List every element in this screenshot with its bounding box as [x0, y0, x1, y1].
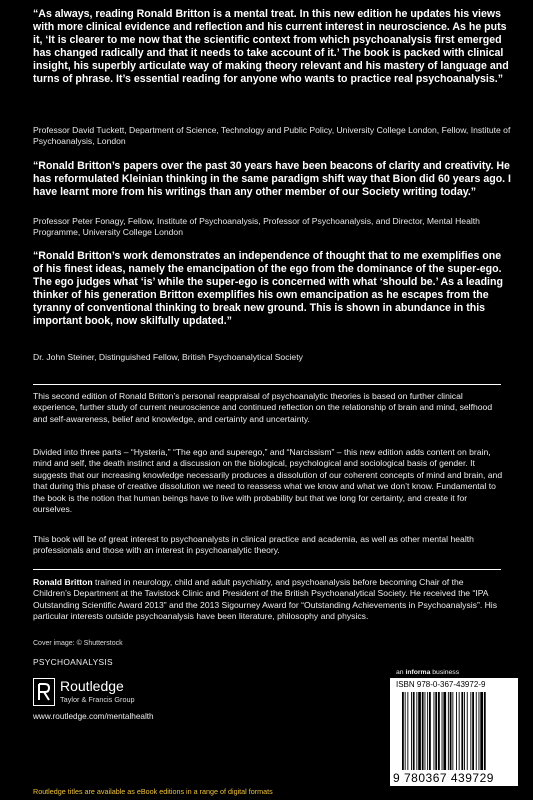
- review-attribution-1: Professor David Tuckett, Department of Science, Technology and Public Policy, University College London, Fellow, Institute of Psychoanalysis, London: [33, 125, 511, 147]
- cover-credit: Cover image: © Shutterstock: [33, 640, 123, 647]
- routledge-logo-icon: [33, 678, 55, 706]
- informa-prefix: an: [396, 669, 406, 676]
- review-quote-3: “Ronald Britton’s work demonstrates an independence of thought that to me exemplifies one of his finest ideas, namely the emancipation of the ego from the dominance of the super-ego. The ego judges what ‘is’ while the super-ego is concerned with what ‘should be.’ As a leading thinker of his generation Britton exemplifies his own emancipation as he escapes from the tyranny of conventional thinking to break new ground. This is shown in abundance in this important book, now skilfully updated.”: [33, 250, 503, 328]
- isbn-digits: 9 780367 439729: [393, 771, 494, 785]
- ebook-note: Routledge titles are available as eBook editions in a range of digital formats: [33, 787, 273, 796]
- informa-word: informa: [405, 669, 431, 676]
- publisher-url[interactable]: www.routledge.com/mentalhealth: [33, 712, 154, 721]
- review-attribution-2: Professor Peter Fonagy, Fellow, Institute of Psychoanalysis, Professor of Psychoanalysis, and Director, Mental Health Programme, University College London: [33, 216, 480, 238]
- review-attribution-3: Dr. John Steiner, Distinguished Fellow, British Psychoanalytical Society: [33, 352, 303, 362]
- publisher-name: Routledge: [60, 678, 124, 694]
- description-paragraph-1: This second edition of Ronald Britton’s personal reappraisal of psychoanalytic theories is based on further clinical experience, further study of current neuroscience and continued reflection on the relationship of brain and mind, selfhood and self-awareness, belief and knowledge, and certainty and uncertainty.: [33, 391, 493, 424]
- publisher-group: Taylor & Francis Group: [60, 695, 135, 704]
- divider-bottom: [33, 569, 501, 570]
- subject-category: PSYCHOANALYSIS: [33, 657, 113, 667]
- description-paragraph-2: Divided into three parts – “Hysteria,” “The ego and superego,” and “Narcissism” – this new edition adds content on brain, mind and self, the death instinct and a discussion on the biological, psychological and sociological basis of gender. It suggests that our increasing knowledge necessarily produces a dissolution of our coherent concepts of mind and brain, and that during this phase of creative dissolution we need to reassess what we know and what we don’t know. Fundamental to the book is the notion that human beings have to live with probability but that we long for certainty, and create it for ourselves.: [33, 447, 503, 515]
- author-bio: [33, 577, 503, 623]
- description-paragraph-3: This book will be of great interest to psychoanalysts in clinical practice and academia, as well as other mental health professionals and those with an interest in psychoanalytic theory.: [33, 534, 474, 556]
- isbn-label: ISBN 978-0-367-43972-9: [396, 680, 486, 689]
- author-name: Ronald Britton: [33, 577, 93, 587]
- barcode-icon: [390, 678, 518, 786]
- informa-suffix: business: [430, 669, 460, 676]
- divider-top: [33, 384, 501, 385]
- informa-tagline: [396, 669, 459, 676]
- isbn-barcode: [390, 678, 518, 786]
- review-quote-2: “Ronald Britton’s papers over the past 30 years have been beacons of clarity and creativity. He has reformulated Kleinian thinking in the same paradigm shift way that Bion did 60 years ago. I have learnt more from his writings than any other member of our Society writing today.”: [33, 160, 511, 199]
- author-bio-text: trained in neurology, child and adult psychiatry, and psychoanalysis before becoming Chair of the Children’s Department at the Tavistock Clinic and President of the British Psychoanalytical Society. He received the “IPA Outstanding Scientific Award 2013” and the 2013 Sigourney Award for “Outstanding Achievements in Psychoanalysis”. His particular interests outside psychoanalysis have been literature, philosophy and physics.: [33, 577, 498, 622]
- review-quote-1: “As always, reading Ronald Britton is a mental treat. In this new edition he updates his views with more clinical evidence and reflection and his current interest in neuroscience. As he puts it, ‘It is clearer to me now that the scientific context from which psychoanalysis first emerged has changed radically and that it needs to take account of it.’ The book is packed with clinical insight, his superbly articulate way of making theory relevant and his mastery of language and turns of phrase. It’s essential reading for anyone who wants to practice real psychoanalysis.”: [33, 8, 509, 86]
